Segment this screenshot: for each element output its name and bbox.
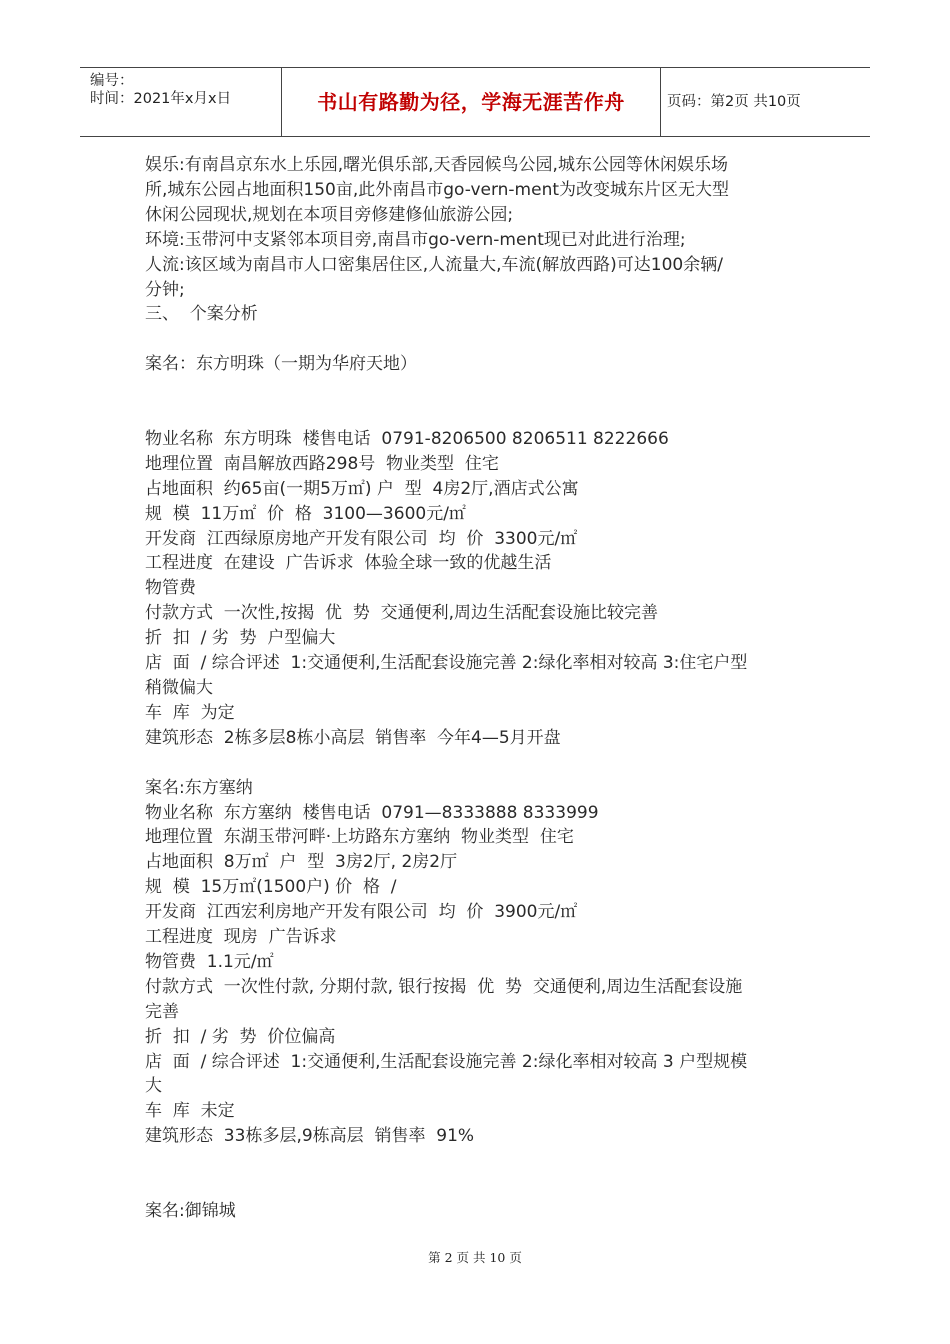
body-line: 休闲公园现状,规划在本项目旁修建修仙旅游公园;	[145, 204, 514, 225]
body-line: 案名:东方塞纳	[145, 777, 253, 798]
body-line: 完善	[145, 1001, 179, 1022]
body-line: 开发商 江西绿原房地产开发有限公司 均 价 3300元/㎡	[145, 528, 578, 549]
body-line: 分钟;	[145, 279, 185, 300]
body-line: 所,城东公园占地面积150亩,此外南昌市go-vern-ment为改变城东片区无大型	[145, 179, 730, 200]
number-label: 编号：	[90, 73, 134, 89]
body-line: 付款方式 一次性付款, 分期付款, 银行按揭 优 势 交通便利,周边生活配套设施	[145, 976, 743, 997]
motto: 书山有路勤为径，学海无涯苦作舟	[317, 90, 625, 114]
body-line: 稍微偏大	[145, 677, 213, 698]
body-line: 规 模 15万㎡(1500户) 价 格 /	[145, 877, 397, 898]
body-line: 折 扣 / 劣 势 价位偏高	[145, 1026, 336, 1047]
body-line: 建筑形态 33栋多层,9栋高层 销售率 91%	[145, 1126, 475, 1147]
blank-line	[145, 402, 815, 427]
body-line: 付款方式 一次性,按揭 优 势 交通便利,周边生活配套设施比较完善	[145, 603, 659, 624]
body-line: 占地面积 约65亩(一期5万㎡) 户 型 4房2厅,酒店式公寓	[145, 478, 579, 499]
blank-line	[145, 1149, 815, 1174]
body-line: 开发商 江西宏利房地产开发有限公司 均 价 3900元/㎡	[145, 902, 578, 923]
body-line: 车 库 未定	[145, 1101, 235, 1122]
body-line: 店 面 / 综合评述 1:交通便利,生活配套设施完善 2:绿化率相对较高 3:住宅户型	[145, 653, 748, 674]
page-info: 页码：第2页 共10页	[667, 94, 801, 110]
body-line: 物管费	[145, 578, 196, 599]
body-line: 娱乐:有南昌京东水上乐园,曙光俱乐部,天香园候鸟公园,城东公园等休闲娱乐场	[145, 155, 728, 175]
blank-line	[145, 377, 815, 402]
time-label: 时间：2021年x月x日	[90, 91, 232, 107]
body-line: 车 库 为定	[145, 702, 235, 723]
body-line: 物业名称 东方明珠 楼售电话 0791-8206500 8206511 8222666	[145, 428, 669, 449]
blank-line	[145, 1174, 815, 1199]
body-line: 三、 个案分析	[145, 304, 258, 325]
body-line: 建筑形态 2栋多层8栋小高层 销售率 今年4—5月开盘	[145, 727, 561, 748]
body-line: 店 面 / 综合评述 1:交通便利,生活配套设施完善 2:绿化率相对较高 3 户型规模	[145, 1051, 748, 1072]
page-header	[80, 67, 870, 137]
body-line: 占地面积 8万㎡ 户 型 3房2厅, 2房2厅	[145, 852, 458, 873]
body-line: 地理位置 东湖玉带河畔·上坊路东方塞纳 物业类型 住宅	[145, 827, 574, 848]
body-line: 人流:该区域为南昌市人口密集居住区,人流量大,车流(解放西路)可达100余辆/	[145, 254, 723, 275]
blank-line	[145, 327, 815, 352]
body-line: 工程进度 现房 广告诉求	[145, 927, 337, 948]
body-line: 案名:御锦城	[145, 1200, 236, 1221]
header-meta	[80, 68, 282, 136]
body-line: 地理位置 南昌解放西路298号 物业类型 住宅	[145, 453, 499, 474]
body-line: 案名：东方明珠（一期为华府天地）	[145, 354, 417, 375]
body-line: 环境:玉带河中支紧邻本项目旁,南昌市go-vern-ment现已对此进行治理;	[145, 229, 686, 250]
body-line: 物管费 1.1元/㎡	[145, 951, 274, 972]
page-footer: 第 2 页 共 10 页	[428, 1250, 522, 1265]
blank-line	[145, 751, 815, 776]
body-line: 折 扣 / 劣 势 户型偏大	[145, 628, 336, 649]
body-line: 工程进度 在建设 广告诉求 体验全球一致的优越生活	[145, 553, 552, 574]
header-page-cell	[661, 68, 870, 136]
document-body	[145, 153, 815, 1224]
header-motto-cell	[282, 68, 661, 136]
body-line: 物业名称 东方塞纳 楼售电话 0791—8333888 8333999	[145, 802, 599, 823]
body-line: 大	[145, 1076, 162, 1097]
body-line: 规 模 11万㎡ 价 格 3100—3600元/㎡	[145, 503, 466, 524]
